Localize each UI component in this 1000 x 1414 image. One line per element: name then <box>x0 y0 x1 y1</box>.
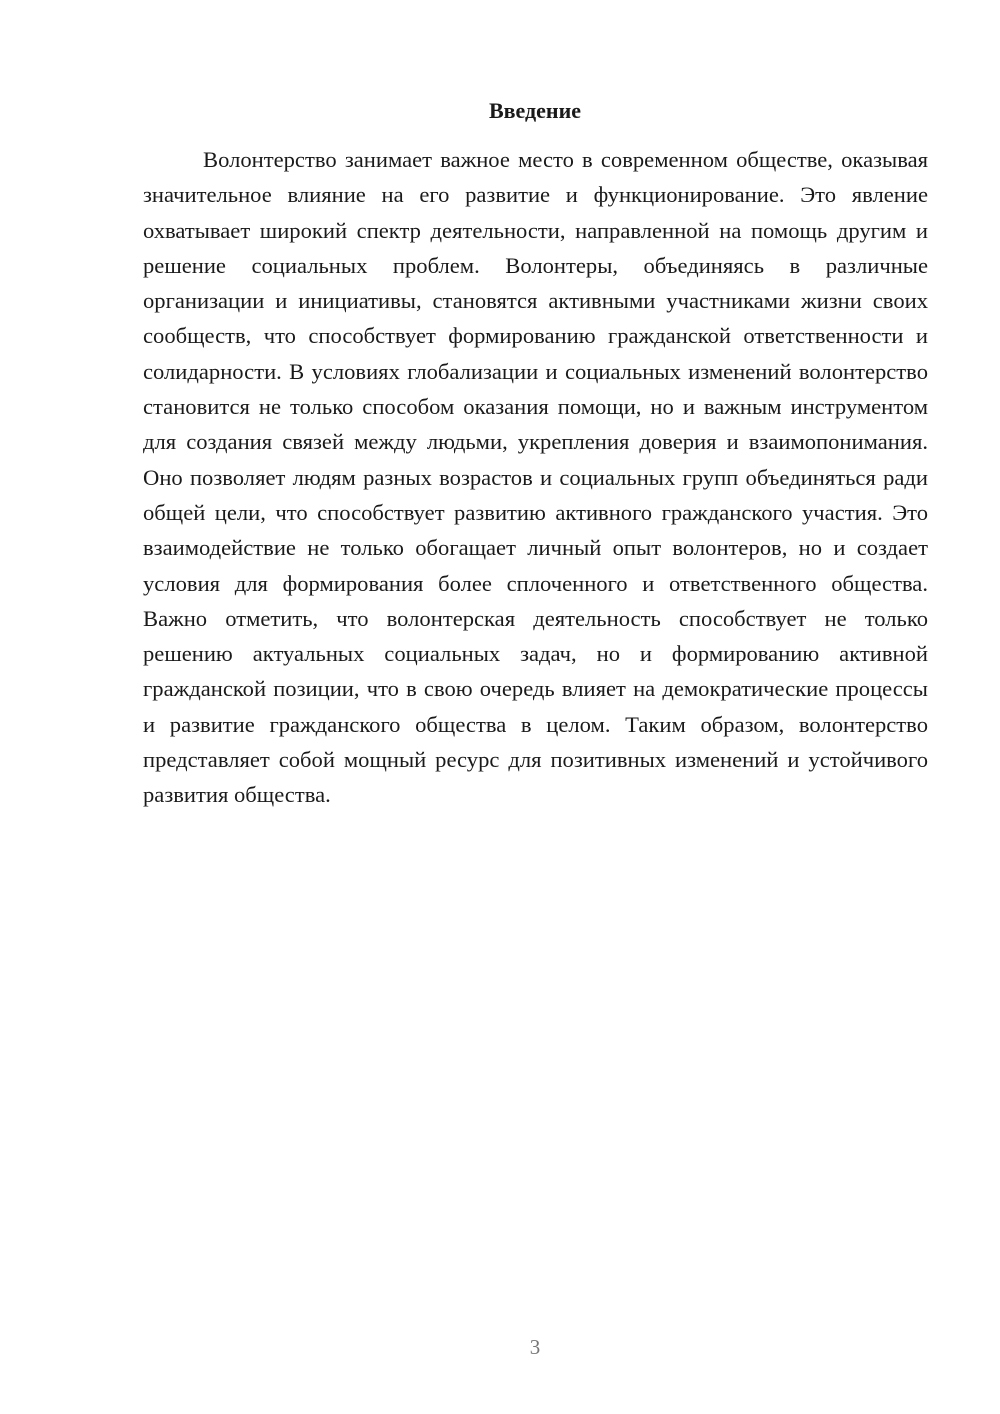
introduction-paragraph: Волонтерство занимает важное место в современном обществе, оказывая значительное влияние на его развитие и функционирование. Это явление охватывает широкий спектр деятельности, направленной на помощь другим и решение социальных проблем. Волонтеры, объединяясь в различные организации и инициативы, становятся активными участниками жизни своих сообществ, что способствует формированию гражданской ответственности и солидарности. В условиях глобализации и социальных изменений волонтерство становится не только способом оказания помощи, но и важным инструментом для создания связей между людьми, укрепления доверия и взаимопонимания. Оно позволяет людям разных возрастов и социальных групп объединяться ради общей цели, что способствует развитию активного гражданского участия. Это взаимодействие не только обогащает личный опыт волонтеров, но и создает условия для формирования более сплоченного и ответственного общества. Важно отметить, что волонтерская деятельность способствует не только решению актуальных социальных задач, но и формированию активной гражданской позиции, что в свою очередь влияет на демократические процессы и развитие гражданского общества в целом. Таким образом, волонтерство представляет собой мощный ресурс для позитивных изменений и устойчивого развития общества. <box>143 147 928 808</box>
page-number: 3 <box>529 1335 541 1359</box>
section-heading: Введение <box>488 98 582 123</box>
